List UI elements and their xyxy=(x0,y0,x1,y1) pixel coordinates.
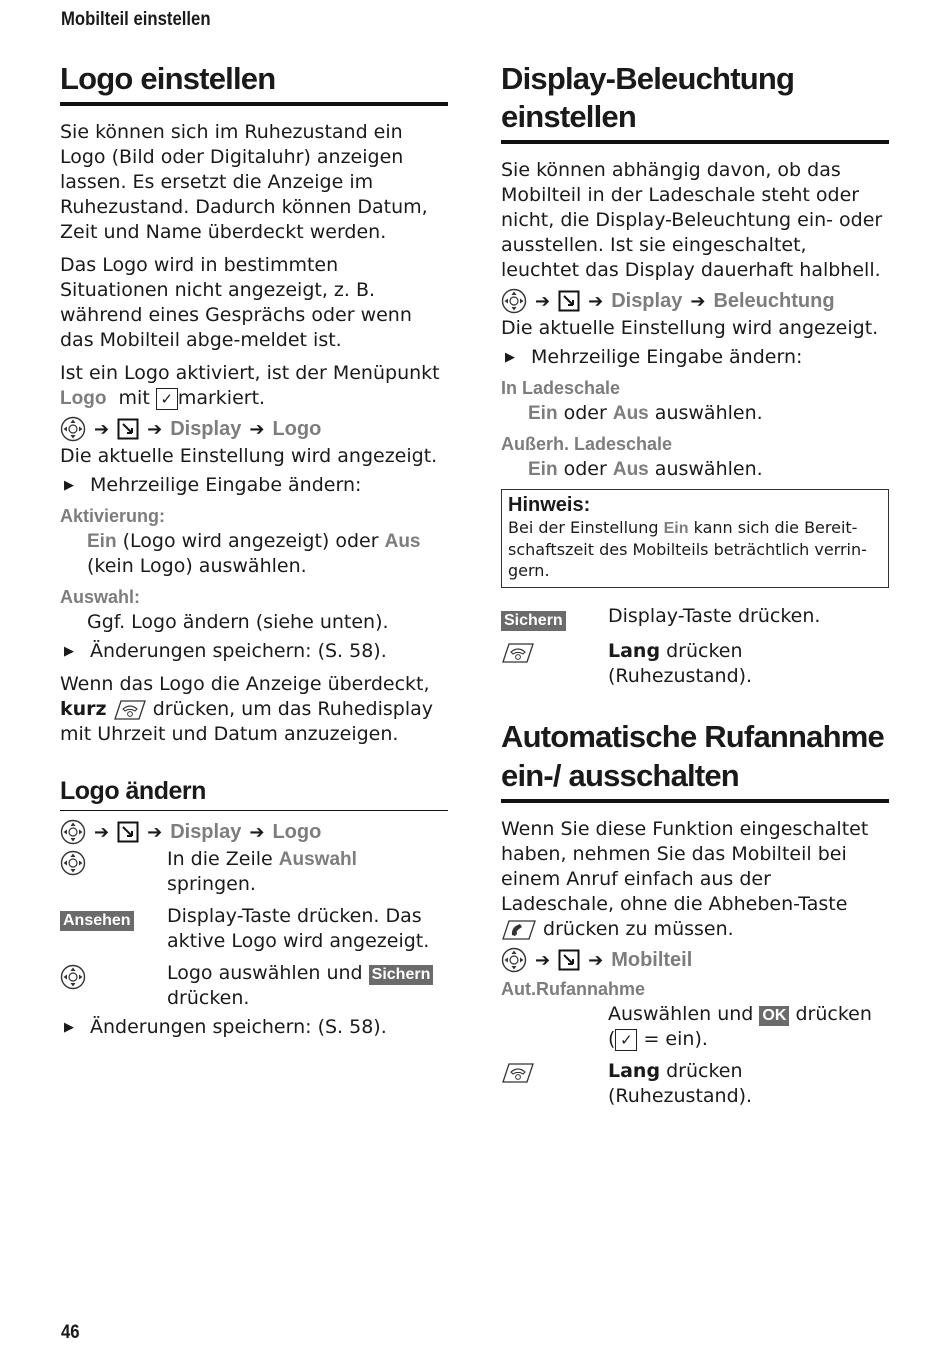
paragraph xyxy=(60,672,448,747)
paragraph xyxy=(60,361,448,411)
text: Wenn das Logo die Anzeige überdeckt, xyxy=(60,673,430,695)
navigation-key-icon xyxy=(60,964,167,990)
text: Mehrzeilige Eingabe ändern: xyxy=(531,346,803,368)
text: auswählen. xyxy=(654,458,763,480)
text: drücken zu müssen. xyxy=(543,918,734,940)
text: Logo auswählen und xyxy=(167,962,363,984)
text: Mehrzeilige Eingabe ändern: xyxy=(90,474,362,496)
arrow-icon: ➔ xyxy=(147,821,163,843)
menu-path-item: Logo xyxy=(272,820,322,843)
navigation-key-icon xyxy=(60,416,86,442)
note-title: Hinweis: xyxy=(508,494,591,516)
end-call-key-icon xyxy=(113,699,147,721)
text: kann sich die Bereit-schaftszeit des Mobilteils beträchtlich verrin-gern. xyxy=(508,518,867,580)
arrow-icon: ➔ xyxy=(690,290,706,312)
end-call-key-icon xyxy=(501,642,608,664)
text: Display-Taste drücken. Das aktive Logo wird angezeigt. xyxy=(167,905,430,952)
bullet-item xyxy=(60,639,448,664)
text: markiert. xyxy=(177,387,266,409)
text: drücken (Ruhezustand). xyxy=(608,1060,753,1107)
check-icon: ✓ xyxy=(615,1029,637,1051)
emphasis: Lang xyxy=(608,640,661,662)
paragraph xyxy=(501,817,889,942)
step-row xyxy=(501,639,889,689)
bullet-item xyxy=(60,1015,448,1040)
paragraph: Sie können sich im Ruhezustand ein Logo (Bild oder Digitaluhr) anzeigen lassen. Es ersetzt die Anzeige im Ruhezustand. Dadurch können Datum, Zeit und Name überdeckt werden. xyxy=(60,121,428,243)
arrow-icon: ➔ xyxy=(535,290,551,312)
softkey-sichern: Sichern xyxy=(501,611,566,631)
arrow-icon: ➔ xyxy=(588,290,604,312)
field-description xyxy=(501,457,889,482)
option-ein: Ein xyxy=(663,520,689,537)
note-body xyxy=(508,517,882,581)
note-box xyxy=(501,489,889,588)
softkey-ansehen: Ansehen xyxy=(60,911,134,931)
paragraph: Sie können abhängig davon, ob das Mobilteil in der Ladeschale steht oder nicht, die Display-Beleuchtung ein- oder ausstellen. Ist sie eingeschaltet, leuchtet das Display dauerhaft halbhell. xyxy=(501,159,883,281)
field-description: Ggf. Logo ändern (siehe unten). xyxy=(87,611,389,633)
softkey-ok: OK xyxy=(759,1006,789,1026)
step-row xyxy=(60,904,448,954)
paragraph: Das Logo wird in bestimmten Situationen nicht angezeigt, z. B. während eines Gesprächs oder wenn das Mobilteil abge-meldet ist. xyxy=(60,254,412,351)
bullet-item xyxy=(60,473,448,498)
text: mit xyxy=(118,387,150,409)
page-number: 46 xyxy=(61,1322,80,1343)
subsection-title-logo-change: Logo ändern xyxy=(60,775,448,811)
step-row xyxy=(60,847,448,897)
text: drücken (Ruhezustand). xyxy=(608,640,753,687)
text: oder xyxy=(563,458,607,480)
menu-path-item: Beleuchtung xyxy=(713,289,835,312)
menu-path-item: Mobilteil xyxy=(611,948,693,971)
field-description xyxy=(501,401,889,426)
menu-item-ref: Logo xyxy=(60,388,107,409)
emphasis: Lang xyxy=(608,1060,661,1082)
step-row xyxy=(501,604,889,632)
arrow-icon: ➔ xyxy=(588,949,604,971)
text: drücken. xyxy=(167,987,250,1009)
menu-path xyxy=(501,286,889,316)
settings-icon xyxy=(558,949,580,971)
field-label: Aut.Rufannahme xyxy=(501,979,645,999)
menu-path-item: Logo xyxy=(272,417,322,440)
menu-path xyxy=(60,817,448,847)
settings-icon xyxy=(117,821,139,843)
arrow-icon: ➔ xyxy=(94,821,110,843)
menu-path xyxy=(60,414,448,444)
menu-item-ref: Auswahl xyxy=(278,849,357,870)
option-aus: Aus xyxy=(612,459,649,480)
arrow-icon: ➔ xyxy=(147,418,163,440)
navigation-key-icon xyxy=(60,850,167,876)
field-label: Außerh. Ladeschale xyxy=(501,434,673,454)
menu-path xyxy=(501,945,889,975)
text: ( xyxy=(608,1028,616,1050)
menu-path-item: Display xyxy=(170,417,242,440)
section-title-logo: Logo einstellen xyxy=(60,60,448,106)
option-ein: Ein xyxy=(528,403,558,424)
field-description xyxy=(60,529,448,579)
left-column xyxy=(60,60,448,1040)
step-row xyxy=(501,1002,889,1052)
arrow-icon: ➔ xyxy=(535,949,551,971)
softkey-sichern: Sichern xyxy=(369,965,434,985)
text: Wenn Sie diese Funktion eingeschaltet haben, nehmen Sie das Mobilteil bei einem Anruf einfach aus der Ladeschale, ohne die Abheben-Taste xyxy=(501,818,869,915)
right-column xyxy=(501,60,889,1109)
text: auswählen. xyxy=(654,402,763,424)
paragraph: Die aktuelle Einstellung wird angezeigt. xyxy=(501,317,879,339)
option-ein: Ein xyxy=(87,531,117,552)
navigation-key-icon xyxy=(501,947,527,973)
end-call-key-icon xyxy=(501,1062,608,1084)
text: Display-Taste drücken. xyxy=(608,605,821,627)
bullet-icon: ▶ xyxy=(64,644,74,659)
arrow-icon: ➔ xyxy=(249,821,265,843)
menu-path-item: Display xyxy=(170,820,242,843)
text: Ist ein Logo aktiviert, ist der Menüpunkt xyxy=(60,362,440,384)
paragraph: Die aktuelle Einstellung wird angezeigt. xyxy=(60,445,438,467)
text: Auswählen und xyxy=(608,1003,754,1025)
field-label: Auswahl: xyxy=(60,587,141,607)
step-row xyxy=(501,1059,889,1109)
text: (Logo wird angezeigt) oder xyxy=(122,530,379,552)
section-title-backlight: Display-Beleuchtung einstellen xyxy=(501,60,889,144)
arrow-icon: ➔ xyxy=(249,418,265,440)
option-aus: Aus xyxy=(384,531,421,552)
settings-icon xyxy=(558,290,580,312)
check-icon: ✓ xyxy=(156,388,178,410)
step-row xyxy=(60,961,448,1011)
text: In die Zeile xyxy=(167,848,273,870)
text: springen. xyxy=(167,873,256,895)
bullet-icon: ▶ xyxy=(64,1020,74,1035)
page-header: Mobilteil einstellen xyxy=(61,9,211,30)
navigation-key-icon xyxy=(501,288,527,314)
text: drücken, um das Ruhedisplay xyxy=(152,698,434,720)
text: oder xyxy=(563,402,607,424)
text: = ein). xyxy=(643,1028,708,1050)
menu-path-item: Display xyxy=(611,289,683,312)
arrow-icon: ➔ xyxy=(94,418,110,440)
section-title-auto-answer: Automatische Rufannahme ein-/ ausschalten xyxy=(501,717,889,803)
bullet-icon: ▶ xyxy=(505,350,515,365)
settings-icon xyxy=(117,418,139,440)
text: Bei der Einstellung xyxy=(508,518,659,537)
text: drücken xyxy=(795,1003,872,1025)
text: mit Uhrzeit und Datum anzuzeigen. xyxy=(60,723,399,745)
text: (kein Logo) auswählen. xyxy=(87,555,307,577)
text: Änderungen speichern: (S. 58). xyxy=(90,640,387,662)
option-aus: Aus xyxy=(612,403,649,424)
emphasis: kurz xyxy=(60,698,107,720)
field-label: Aktivierung: xyxy=(60,506,166,526)
text: Änderungen speichern: (S. 58). xyxy=(90,1016,387,1038)
talk-key-icon xyxy=(501,919,537,941)
option-ein: Ein xyxy=(528,459,558,480)
bullet-item xyxy=(501,345,889,370)
navigation-key-icon xyxy=(60,819,86,845)
field-label: In Ladeschale xyxy=(501,378,621,398)
bullet-icon: ▶ xyxy=(64,478,74,493)
